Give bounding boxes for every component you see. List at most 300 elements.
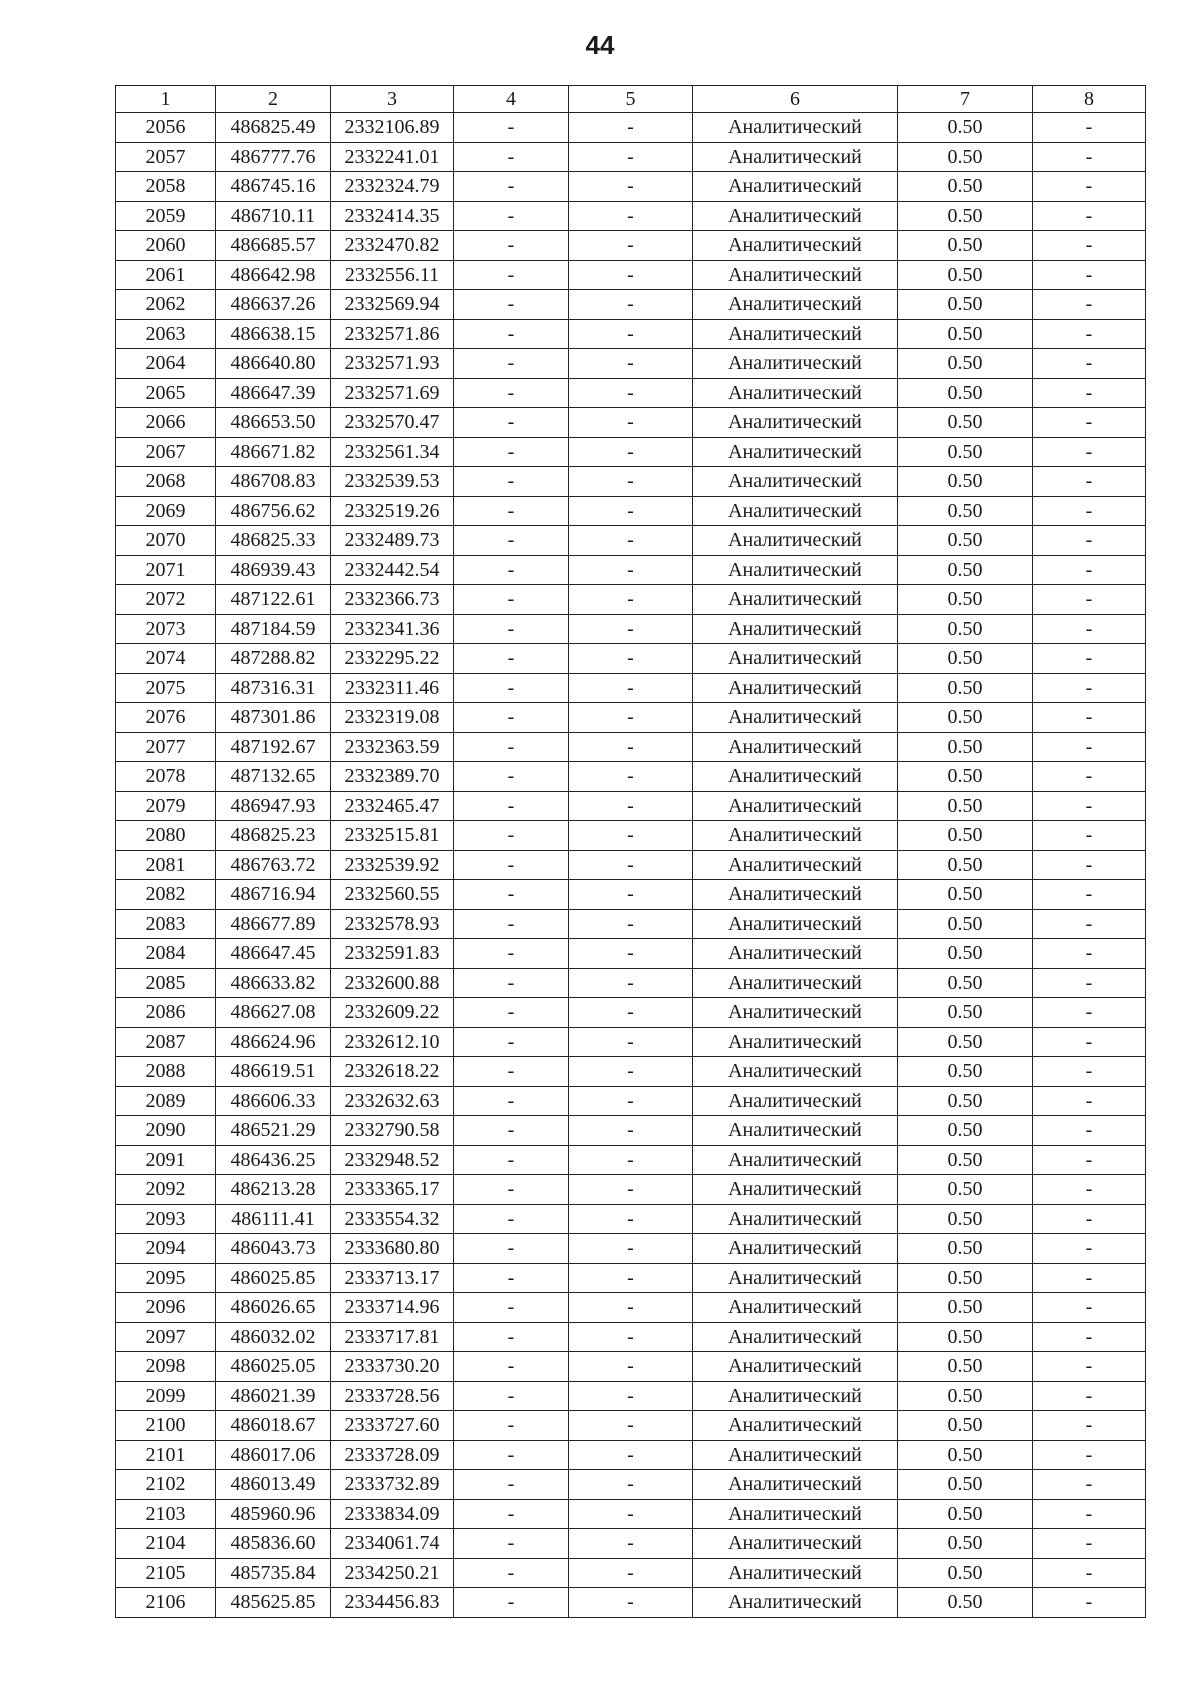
- table-row: [116, 673, 1146, 703]
- header-cell: 5: [569, 86, 693, 113]
- x-coordinate-cell: 486017.06: [216, 1440, 331, 1470]
- method-cell: Аналитический: [693, 142, 898, 172]
- point-number-cell: 2094: [116, 1234, 216, 1264]
- point-number-cell: 2088: [116, 1057, 216, 1087]
- col4-cell: -: [454, 968, 569, 998]
- col8-cell: -: [1033, 1381, 1146, 1411]
- y-coordinate-cell: 2332600.88: [331, 968, 454, 998]
- point-number-cell: 2103: [116, 1499, 216, 1529]
- y-coordinate-cell: 2333728.09: [331, 1440, 454, 1470]
- col5-cell: -: [569, 349, 693, 379]
- method-cell: Аналитический: [693, 762, 898, 792]
- y-coordinate-cell: 2332569.94: [331, 290, 454, 320]
- point-number-cell: 2077: [116, 732, 216, 762]
- point-number-cell: 2069: [116, 496, 216, 526]
- accuracy-cell: 0.50: [898, 1322, 1033, 1352]
- accuracy-cell: 0.50: [898, 1145, 1033, 1175]
- x-coordinate-cell: 487122.61: [216, 585, 331, 615]
- x-coordinate-cell: 486624.96: [216, 1027, 331, 1057]
- x-coordinate-cell: 486947.93: [216, 791, 331, 821]
- x-coordinate-cell: 486018.67: [216, 1411, 331, 1441]
- table-row: [116, 880, 1146, 910]
- y-coordinate-cell: 2332561.34: [331, 437, 454, 467]
- col4-cell: -: [454, 732, 569, 762]
- x-coordinate-cell: 486710.11: [216, 201, 331, 231]
- col5-cell: -: [569, 378, 693, 408]
- y-coordinate-cell: 2333717.81: [331, 1322, 454, 1352]
- col8-cell: -: [1033, 1293, 1146, 1323]
- method-cell: Аналитический: [693, 968, 898, 998]
- col4-cell: -: [454, 231, 569, 261]
- point-number-cell: 2071: [116, 555, 216, 585]
- col8-cell: -: [1033, 319, 1146, 349]
- col4-cell: -: [454, 290, 569, 320]
- col5-cell: -: [569, 939, 693, 969]
- col8-cell: -: [1033, 142, 1146, 172]
- y-coordinate-cell: 2333732.89: [331, 1470, 454, 1500]
- col5-cell: -: [569, 1470, 693, 1500]
- x-coordinate-cell: 486939.43: [216, 555, 331, 585]
- col4-cell: -: [454, 1027, 569, 1057]
- accuracy-cell: 0.50: [898, 1057, 1033, 1087]
- col5-cell: -: [569, 1293, 693, 1323]
- x-coordinate-cell: 486677.89: [216, 909, 331, 939]
- col4-cell: -: [454, 939, 569, 969]
- x-coordinate-cell: 486647.45: [216, 939, 331, 969]
- col8-cell: -: [1033, 703, 1146, 733]
- table-row: [116, 614, 1146, 644]
- col5-cell: -: [569, 172, 693, 202]
- col4-cell: -: [454, 585, 569, 615]
- col4-cell: -: [454, 998, 569, 1028]
- table-row: [116, 437, 1146, 467]
- table-row: [116, 1234, 1146, 1264]
- col8-cell: -: [1033, 1558, 1146, 1588]
- method-cell: Аналитический: [693, 1588, 898, 1618]
- table-row: [116, 319, 1146, 349]
- x-coordinate-cell: 487192.67: [216, 732, 331, 762]
- y-coordinate-cell: 2332442.54: [331, 555, 454, 585]
- method-cell: Аналитический: [693, 791, 898, 821]
- col8-cell: -: [1033, 172, 1146, 202]
- y-coordinate-cell: 2332519.26: [331, 496, 454, 526]
- method-cell: Аналитический: [693, 1470, 898, 1500]
- col5-cell: -: [569, 201, 693, 231]
- col5-cell: -: [569, 496, 693, 526]
- x-coordinate-cell: 486026.65: [216, 1293, 331, 1323]
- method-cell: Аналитический: [693, 1440, 898, 1470]
- col5-cell: -: [569, 1204, 693, 1234]
- col4-cell: -: [454, 1175, 569, 1205]
- table-row: [116, 1263, 1146, 1293]
- accuracy-cell: 0.50: [898, 998, 1033, 1028]
- method-cell: Аналитический: [693, 703, 898, 733]
- point-number-cell: 2070: [116, 526, 216, 556]
- col4-cell: -: [454, 1499, 569, 1529]
- y-coordinate-cell: 2333730.20: [331, 1352, 454, 1382]
- table-row: [116, 1440, 1146, 1470]
- col8-cell: -: [1033, 1263, 1146, 1293]
- col8-cell: -: [1033, 1057, 1146, 1087]
- point-number-cell: 2093: [116, 1204, 216, 1234]
- col4-cell: -: [454, 703, 569, 733]
- x-coordinate-cell: 487316.31: [216, 673, 331, 703]
- col8-cell: -: [1033, 1352, 1146, 1382]
- x-coordinate-cell: 486825.23: [216, 821, 331, 851]
- point-number-cell: 2083: [116, 909, 216, 939]
- accuracy-cell: 0.50: [898, 1116, 1033, 1146]
- table-body: [116, 113, 1146, 1618]
- accuracy-cell: 0.50: [898, 1588, 1033, 1618]
- header-cell: 6: [693, 86, 898, 113]
- accuracy-cell: 0.50: [898, 1263, 1033, 1293]
- col5-cell: -: [569, 467, 693, 497]
- accuracy-cell: 0.50: [898, 142, 1033, 172]
- col5-cell: -: [569, 1588, 693, 1618]
- y-coordinate-cell: 2332539.53: [331, 467, 454, 497]
- y-coordinate-cell: 2332470.82: [331, 231, 454, 261]
- method-cell: Аналитический: [693, 378, 898, 408]
- col8-cell: -: [1033, 1116, 1146, 1146]
- table-row: [116, 909, 1146, 939]
- x-coordinate-cell: 486777.76: [216, 142, 331, 172]
- method-cell: Аналитический: [693, 998, 898, 1028]
- col4-cell: -: [454, 1057, 569, 1087]
- table-row: [116, 644, 1146, 674]
- col8-cell: -: [1033, 408, 1146, 438]
- accuracy-cell: 0.50: [898, 880, 1033, 910]
- col5-cell: -: [569, 1558, 693, 1588]
- col4-cell: -: [454, 850, 569, 880]
- accuracy-cell: 0.50: [898, 555, 1033, 585]
- col4-cell: -: [454, 172, 569, 202]
- accuracy-cell: 0.50: [898, 703, 1033, 733]
- col5-cell: -: [569, 1322, 693, 1352]
- accuracy-cell: 0.50: [898, 1352, 1033, 1382]
- point-number-cell: 2085: [116, 968, 216, 998]
- x-coordinate-cell: 486671.82: [216, 437, 331, 467]
- col4-cell: -: [454, 378, 569, 408]
- method-cell: Аналитический: [693, 1322, 898, 1352]
- col8-cell: -: [1033, 526, 1146, 556]
- point-number-cell: 2062: [116, 290, 216, 320]
- method-cell: Аналитический: [693, 880, 898, 910]
- table-row: [116, 968, 1146, 998]
- accuracy-cell: 0.50: [898, 762, 1033, 792]
- method-cell: Аналитический: [693, 614, 898, 644]
- x-coordinate-cell: 485735.84: [216, 1558, 331, 1588]
- col8-cell: -: [1033, 909, 1146, 939]
- y-coordinate-cell: 2332366.73: [331, 585, 454, 615]
- y-coordinate-cell: 2334456.83: [331, 1588, 454, 1618]
- accuracy-cell: 0.50: [898, 467, 1033, 497]
- method-cell: Аналитический: [693, 231, 898, 261]
- col5-cell: -: [569, 1175, 693, 1205]
- accuracy-cell: 0.50: [898, 939, 1033, 969]
- accuracy-cell: 0.50: [898, 791, 1033, 821]
- col5-cell: -: [569, 821, 693, 851]
- col5-cell: -: [569, 1057, 693, 1087]
- table-row: [116, 1116, 1146, 1146]
- col8-cell: -: [1033, 290, 1146, 320]
- col8-cell: -: [1033, 201, 1146, 231]
- y-coordinate-cell: 2332571.69: [331, 378, 454, 408]
- point-number-cell: 2105: [116, 1558, 216, 1588]
- y-coordinate-cell: 2332319.08: [331, 703, 454, 733]
- col4-cell: -: [454, 467, 569, 497]
- y-coordinate-cell: 2332389.70: [331, 762, 454, 792]
- col4-cell: -: [454, 614, 569, 644]
- method-cell: Аналитический: [693, 349, 898, 379]
- table-row: [116, 142, 1146, 172]
- method-cell: Аналитический: [693, 290, 898, 320]
- col8-cell: -: [1033, 1322, 1146, 1352]
- table-row: [116, 467, 1146, 497]
- point-number-cell: 2086: [116, 998, 216, 1028]
- col8-cell: -: [1033, 850, 1146, 880]
- col4-cell: -: [454, 1411, 569, 1441]
- method-cell: Аналитический: [693, 1529, 898, 1559]
- col4-cell: -: [454, 644, 569, 674]
- col5-cell: -: [569, 555, 693, 585]
- accuracy-cell: 0.50: [898, 673, 1033, 703]
- col4-cell: -: [454, 319, 569, 349]
- point-number-cell: 2073: [116, 614, 216, 644]
- col8-cell: -: [1033, 1588, 1146, 1618]
- point-number-cell: 2097: [116, 1322, 216, 1352]
- col8-cell: -: [1033, 880, 1146, 910]
- accuracy-cell: 0.50: [898, 172, 1033, 202]
- accuracy-cell: 0.50: [898, 1234, 1033, 1264]
- col4-cell: -: [454, 1588, 569, 1618]
- table-header-row: [116, 86, 1146, 113]
- col5-cell: -: [569, 142, 693, 172]
- method-cell: Аналитический: [693, 1293, 898, 1323]
- col4-cell: -: [454, 555, 569, 585]
- col5-cell: -: [569, 909, 693, 939]
- point-number-cell: 2090: [116, 1116, 216, 1146]
- y-coordinate-cell: 2332556.11: [331, 260, 454, 290]
- col8-cell: -: [1033, 1499, 1146, 1529]
- x-coordinate-cell: 486111.41: [216, 1204, 331, 1234]
- table-row: [116, 791, 1146, 821]
- y-coordinate-cell: 2332311.46: [331, 673, 454, 703]
- point-number-cell: 2082: [116, 880, 216, 910]
- col5-cell: -: [569, 408, 693, 438]
- x-coordinate-cell: 486627.08: [216, 998, 331, 1028]
- col5-cell: -: [569, 850, 693, 880]
- col4-cell: -: [454, 1263, 569, 1293]
- table-row: [116, 998, 1146, 1028]
- col4-cell: -: [454, 1470, 569, 1500]
- method-cell: Аналитический: [693, 585, 898, 615]
- y-coordinate-cell: 2333554.32: [331, 1204, 454, 1234]
- y-coordinate-cell: 2332539.92: [331, 850, 454, 880]
- accuracy-cell: 0.50: [898, 1086, 1033, 1116]
- point-number-cell: 2102: [116, 1470, 216, 1500]
- col5-cell: -: [569, 673, 693, 703]
- point-number-cell: 2072: [116, 585, 216, 615]
- y-coordinate-cell: 2333834.09: [331, 1499, 454, 1529]
- y-coordinate-cell: 2332609.22: [331, 998, 454, 1028]
- point-number-cell: 2063: [116, 319, 216, 349]
- method-cell: Аналитический: [693, 1352, 898, 1382]
- x-coordinate-cell: 486716.94: [216, 880, 331, 910]
- y-coordinate-cell: 2332324.79: [331, 172, 454, 202]
- col4-cell: -: [454, 880, 569, 910]
- coordinates-table: [115, 85, 1146, 1618]
- col4-cell: -: [454, 142, 569, 172]
- col4-cell: -: [454, 113, 569, 143]
- accuracy-cell: 0.50: [898, 408, 1033, 438]
- col4-cell: -: [454, 1440, 569, 1470]
- table-row: [116, 496, 1146, 526]
- table-row: [116, 1381, 1146, 1411]
- table-row: [116, 1204, 1146, 1234]
- col4-cell: -: [454, 1204, 569, 1234]
- accuracy-cell: 0.50: [898, 290, 1033, 320]
- col4-cell: -: [454, 1352, 569, 1382]
- point-number-cell: 2099: [116, 1381, 216, 1411]
- point-number-cell: 2076: [116, 703, 216, 733]
- col8-cell: -: [1033, 1529, 1146, 1559]
- col8-cell: -: [1033, 1086, 1146, 1116]
- x-coordinate-cell: 486025.85: [216, 1263, 331, 1293]
- col8-cell: -: [1033, 821, 1146, 851]
- col5-cell: -: [569, 1352, 693, 1382]
- table-row: [116, 290, 1146, 320]
- accuracy-cell: 0.50: [898, 850, 1033, 880]
- accuracy-cell: 0.50: [898, 113, 1033, 143]
- col4-cell: -: [454, 1293, 569, 1323]
- y-coordinate-cell: 2332363.59: [331, 732, 454, 762]
- table-row: [116, 260, 1146, 290]
- table-row: [116, 821, 1146, 851]
- col4-cell: -: [454, 1145, 569, 1175]
- x-coordinate-cell: 486606.33: [216, 1086, 331, 1116]
- method-cell: Аналитический: [693, 1499, 898, 1529]
- method-cell: Аналитический: [693, 172, 898, 202]
- accuracy-cell: 0.50: [898, 378, 1033, 408]
- col8-cell: -: [1033, 378, 1146, 408]
- accuracy-cell: 0.50: [898, 614, 1033, 644]
- accuracy-cell: 0.50: [898, 496, 1033, 526]
- point-number-cell: 2106: [116, 1588, 216, 1618]
- table-row: [116, 1470, 1146, 1500]
- point-number-cell: 2075: [116, 673, 216, 703]
- table-row: [116, 378, 1146, 408]
- point-number-cell: 2104: [116, 1529, 216, 1559]
- col5-cell: -: [569, 1145, 693, 1175]
- y-coordinate-cell: 2334061.74: [331, 1529, 454, 1559]
- col4-cell: -: [454, 1381, 569, 1411]
- col8-cell: -: [1033, 644, 1146, 674]
- x-coordinate-cell: 486708.83: [216, 467, 331, 497]
- accuracy-cell: 0.50: [898, 1204, 1033, 1234]
- col4-cell: -: [454, 408, 569, 438]
- table-row: [116, 526, 1146, 556]
- table-row: [116, 703, 1146, 733]
- table-row: [116, 408, 1146, 438]
- accuracy-cell: 0.50: [898, 231, 1033, 261]
- y-coordinate-cell: 2332790.58: [331, 1116, 454, 1146]
- col4-cell: -: [454, 496, 569, 526]
- col8-cell: -: [1033, 467, 1146, 497]
- col5-cell: -: [569, 968, 693, 998]
- col8-cell: -: [1033, 1411, 1146, 1441]
- col8-cell: -: [1033, 260, 1146, 290]
- x-coordinate-cell: 485625.85: [216, 1588, 331, 1618]
- method-cell: Аналитический: [693, 496, 898, 526]
- col5-cell: -: [569, 1027, 693, 1057]
- col5-cell: -: [569, 1381, 693, 1411]
- x-coordinate-cell: 486013.49: [216, 1470, 331, 1500]
- accuracy-cell: 0.50: [898, 909, 1033, 939]
- col4-cell: -: [454, 1234, 569, 1264]
- method-cell: Аналитический: [693, 1204, 898, 1234]
- method-cell: Аналитический: [693, 673, 898, 703]
- x-coordinate-cell: 486619.51: [216, 1057, 331, 1087]
- x-coordinate-cell: 486521.29: [216, 1116, 331, 1146]
- x-coordinate-cell: 486647.39: [216, 378, 331, 408]
- accuracy-cell: 0.50: [898, 526, 1033, 556]
- col5-cell: -: [569, 1086, 693, 1116]
- table-row: [116, 1529, 1146, 1559]
- y-coordinate-cell: 2333680.80: [331, 1234, 454, 1264]
- col5-cell: -: [569, 585, 693, 615]
- accuracy-cell: 0.50: [898, 1411, 1033, 1441]
- point-number-cell: 2068: [116, 467, 216, 497]
- table-row: [116, 1588, 1146, 1618]
- method-cell: Аналитический: [693, 555, 898, 585]
- x-coordinate-cell: 487132.65: [216, 762, 331, 792]
- point-number-cell: 2096: [116, 1293, 216, 1323]
- point-number-cell: 2091: [116, 1145, 216, 1175]
- point-number-cell: 2057: [116, 142, 216, 172]
- method-cell: Аналитический: [693, 408, 898, 438]
- y-coordinate-cell: 2332241.01: [331, 142, 454, 172]
- col5-cell: -: [569, 644, 693, 674]
- col5-cell: -: [569, 1529, 693, 1559]
- table-row: [116, 201, 1146, 231]
- col5-cell: -: [569, 1116, 693, 1146]
- method-cell: Аналитический: [693, 1027, 898, 1057]
- col4-cell: -: [454, 1322, 569, 1352]
- col4-cell: -: [454, 1086, 569, 1116]
- table-row: [116, 172, 1146, 202]
- method-cell: Аналитический: [693, 319, 898, 349]
- accuracy-cell: 0.50: [898, 732, 1033, 762]
- point-number-cell: 2079: [116, 791, 216, 821]
- table-row: [116, 1499, 1146, 1529]
- x-coordinate-cell: 486032.02: [216, 1322, 331, 1352]
- accuracy-cell: 0.50: [898, 1027, 1033, 1057]
- table-row: [116, 1086, 1146, 1116]
- table-row: [116, 1175, 1146, 1205]
- x-coordinate-cell: 485836.60: [216, 1529, 331, 1559]
- accuracy-cell: 0.50: [898, 1558, 1033, 1588]
- point-number-cell: 2092: [116, 1175, 216, 1205]
- point-number-cell: 2101: [116, 1440, 216, 1470]
- method-cell: Аналитический: [693, 1234, 898, 1264]
- accuracy-cell: 0.50: [898, 1499, 1033, 1529]
- col4-cell: -: [454, 821, 569, 851]
- col8-cell: -: [1033, 1175, 1146, 1205]
- table-row: [116, 1027, 1146, 1057]
- col8-cell: -: [1033, 1145, 1146, 1175]
- header-cell: 8: [1033, 86, 1146, 113]
- y-coordinate-cell: 2333727.60: [331, 1411, 454, 1441]
